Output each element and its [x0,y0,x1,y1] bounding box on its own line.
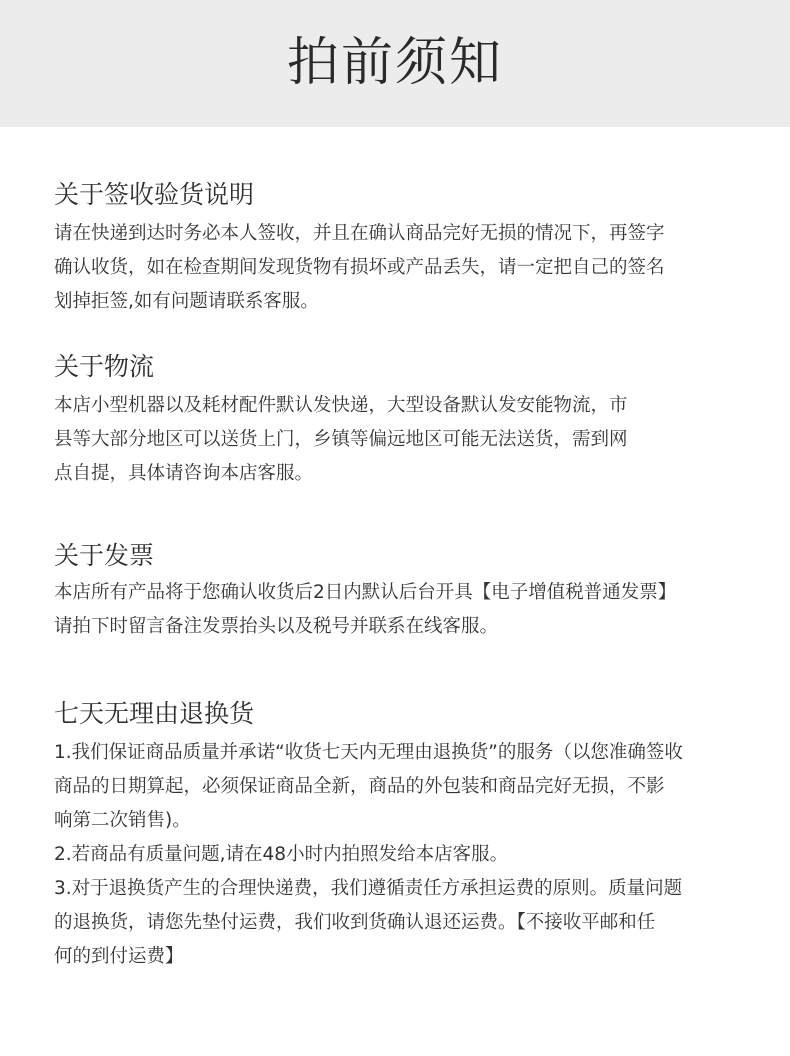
body-line: 何的到付运费】 [54,946,184,967]
page-title: 拍前须知 [286,33,503,93]
section-invoice [54,538,744,644]
section-inspection [54,177,744,319]
body-line: 1.我们保证商品质量并承诺“收货七天内无理由退换货”的服务（以您准确签收 [54,742,683,763]
section-body [54,217,744,319]
body-line: 点自提，具体请咨询本店客服。 [54,463,314,484]
body-line: 请在快递到达时务必本人签收，并且在确认商品完好无损的情况下，再签字 [54,223,665,244]
section-title: 关于物流 [54,352,155,381]
section-title: 关于签收验货说明 [54,180,255,209]
section-logistics [54,349,744,491]
header-banner [0,0,790,127]
body-line: 2.若商品有质量问题,请在48小时内拍照发给本店客服。 [54,844,509,865]
section-returns [54,696,744,974]
body-line: 确认收货，如在检查期间发现货物有损坏或产品丢失，请一定把自己的签名 [54,257,665,278]
section-title: 七天无理由退换货 [54,699,255,728]
section-title: 关于发票 [54,541,155,570]
section-body [54,576,744,644]
section-body [54,736,744,974]
body-line: 划掉拒签,如有问题请联系客服。 [54,291,319,312]
section-body [54,389,744,491]
body-line: 县等大部分地区可以送货上门，乡镇等偏远地区可能无法送货，需到网 [54,429,628,450]
body-line: 商品的日期算起，必须保证商品全新，商品的外包装和商品完好无损，不影 [54,776,665,797]
body-line: 请拍下时留言备注发票抬头以及税号并联系在线客服。 [54,616,499,637]
body-line: 本店所有产品将于您确认收货后2日内默认后台开具【电子增值税普通发票】 [54,582,677,603]
body-line: 响第二次销售)。 [54,810,191,831]
body-line: 本店小型机器以及耗材配件默认发快递，大型设备默认发安能物流，市 [54,395,628,416]
body-line: 的退换货，请您先垫付运费，我们收到货确认退还运费。【不接收平邮和任 [54,912,656,933]
body-line: 3.对于退换货产生的合理快递费，我们遵循责任方承担运费的原则。质量问题 [54,878,683,899]
